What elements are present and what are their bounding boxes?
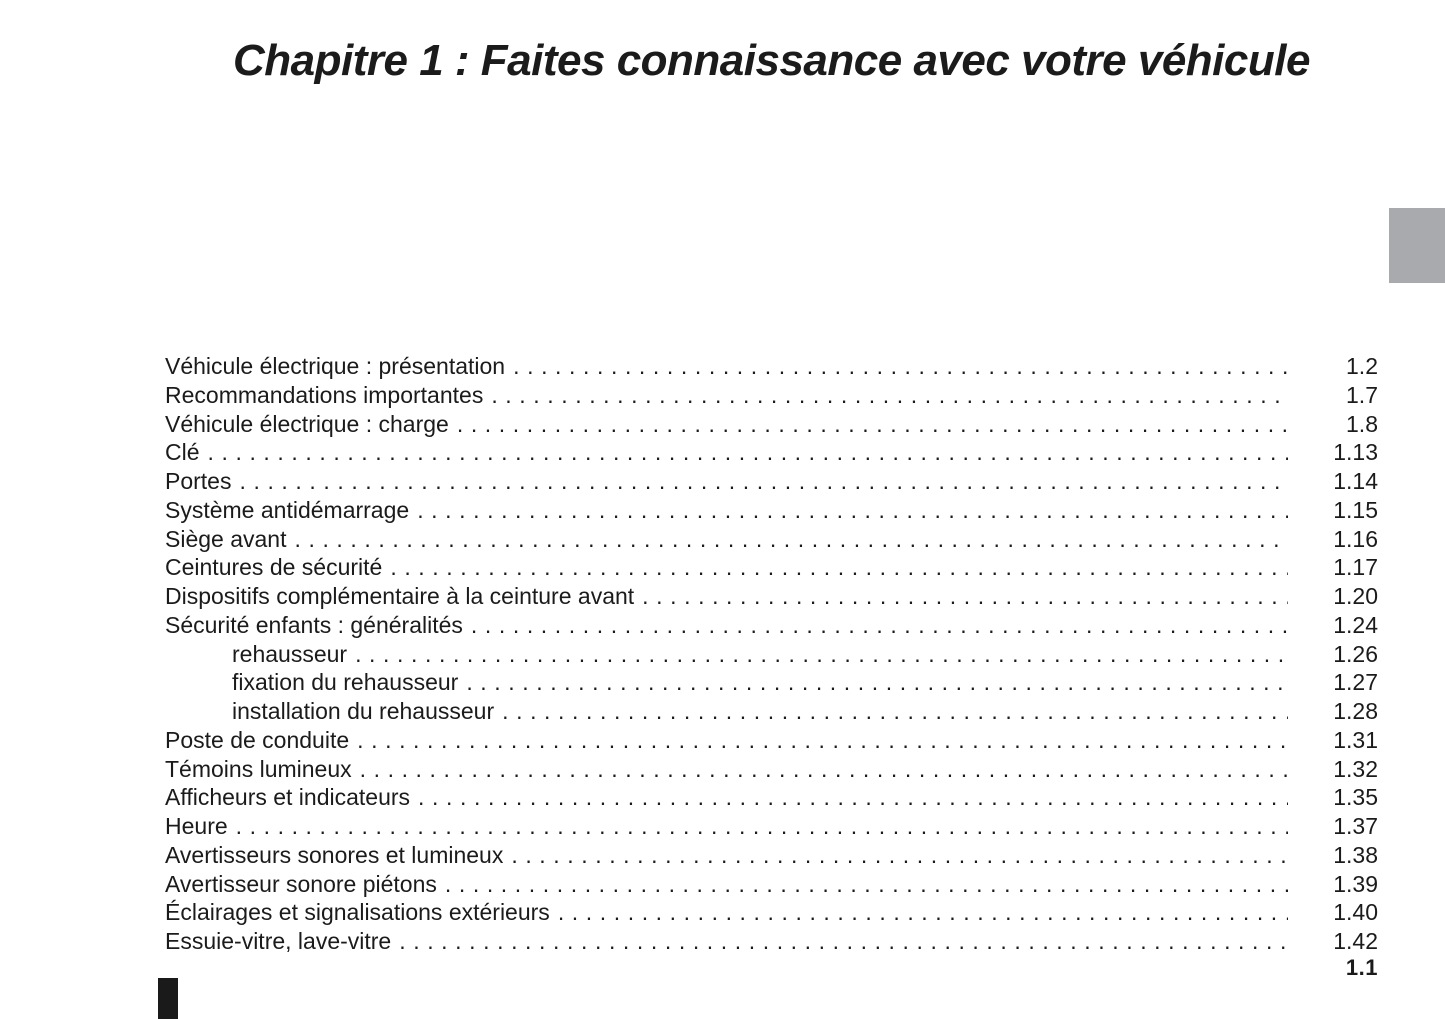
toc-entry-page: 1.7	[1346, 381, 1378, 408]
toc-entry-label: Heure	[165, 813, 228, 839]
toc-leader-dots	[391, 927, 1288, 956]
toc-leader-dots	[200, 438, 1288, 467]
toc-entry-page: 1.14	[1333, 468, 1378, 494]
toc-entry	[165, 812, 1378, 841]
toc-entry-label: Ceintures de sécurité	[165, 554, 383, 581]
toc-entry-label: Dispositifs complémentaire à la ceinture avant	[165, 583, 635, 609]
toc-entry	[165, 755, 1378, 784]
toc-entry	[165, 438, 1378, 467]
toc-leader-dots	[382, 553, 1288, 582]
toc-entry-page: 1.27	[1333, 669, 1378, 696]
toc-entry-label: Sécurité enfants : généralités	[165, 611, 463, 638]
toc-entry-label: Recommandations importantes	[165, 381, 484, 408]
toc-leader-dots	[483, 381, 1288, 410]
toc-entry-page: 1.16	[1333, 525, 1378, 552]
toc-entry	[165, 640, 1378, 669]
toc-entry	[165, 783, 1378, 812]
toc-list	[165, 352, 1378, 956]
toc-entry	[165, 410, 1378, 439]
toc-entry	[165, 870, 1378, 899]
toc-entry-label: fixation du rehausseur	[232, 669, 459, 696]
toc-entry	[165, 553, 1378, 582]
toc-entry-page: 1.13	[1333, 439, 1378, 466]
toc-entry-label: Système antidémarrage	[165, 496, 410, 523]
chapter-edge-marker	[158, 978, 178, 1019]
toc-entry-page: 1.24	[1333, 611, 1378, 638]
toc-entry	[165, 496, 1378, 525]
toc-leader-dots	[505, 352, 1288, 381]
toc-leader-dots	[231, 467, 1288, 496]
toc-leader-dots	[503, 841, 1288, 870]
toc-entry	[165, 352, 1378, 381]
toc-entry-label: Afficheurs et indicateurs	[165, 784, 411, 811]
toc-leader-dots	[550, 898, 1288, 927]
toc-entry	[165, 381, 1378, 410]
toc-entry	[165, 467, 1378, 496]
toc-entry-page: 1.2	[1346, 353, 1378, 379]
toc-entry-page: 1.17	[1333, 554, 1378, 581]
toc-leader-dots	[458, 668, 1288, 697]
toc-entry-page: 1.37	[1333, 813, 1378, 839]
toc-leader-dots	[286, 525, 1288, 554]
toc-entry	[165, 697, 1378, 726]
toc-leader-dots	[463, 611, 1288, 640]
toc-entry-page: 1.26	[1333, 640, 1378, 667]
toc-entry-label: Avertisseurs sonores et lumineux	[165, 841, 504, 868]
toc-entry	[165, 841, 1378, 870]
page-number-folio: 1.1	[1345, 955, 1378, 980]
toc-entry-label: Siège avant	[165, 525, 287, 552]
toc-entry-label: Essuie-vitre, lave-vitre	[165, 928, 392, 954]
toc-entry	[165, 525, 1378, 554]
toc-entry-label: Avertisseur sonore piétons	[165, 870, 437, 897]
toc-entry-page: 1.15	[1333, 496, 1378, 523]
toc-entry	[165, 726, 1378, 755]
toc-leader-dots	[409, 496, 1288, 525]
toc-entry-page: 1.28	[1333, 698, 1378, 724]
chapter-title: Chapitre 1 : Faites connaissance avec votre véhicule	[233, 36, 1310, 85]
toc-entry-label: Éclairages et signalisations extérieurs	[165, 899, 550, 926]
toc-entry-label: Véhicule électrique : charge	[165, 410, 449, 437]
toc-entry-label: Clé	[165, 439, 200, 466]
toc-entry-page: 1.8	[1346, 410, 1378, 437]
toc-entry-page: 1.39	[1333, 870, 1378, 897]
toc-entry	[165, 582, 1378, 611]
toc-leader-dots	[349, 726, 1288, 755]
toc-entry-label: Témoins lumineux	[165, 755, 352, 782]
toc-entry-label: installation du rehausseur	[232, 698, 495, 724]
toc-entry-page: 1.31	[1333, 726, 1378, 753]
toc-leader-dots	[449, 410, 1288, 439]
toc-leader-dots	[347, 640, 1288, 669]
toc-entry-page: 1.40	[1333, 899, 1378, 926]
toc-entry-label: Portes	[165, 468, 232, 494]
toc-leader-dots	[228, 812, 1288, 841]
toc-entry-page: 1.20	[1333, 583, 1378, 609]
toc-entry	[165, 927, 1378, 956]
toc-entry	[165, 668, 1378, 697]
toc-entry-label: Poste de conduite	[165, 726, 350, 753]
toc-leader-dots	[437, 870, 1288, 899]
toc-leader-dots	[494, 697, 1288, 726]
toc-entry-page: 1.42	[1333, 928, 1378, 954]
toc-entry-page: 1.38	[1333, 841, 1378, 868]
toc-entry-page: 1.35	[1333, 784, 1378, 811]
toc-leader-dots	[352, 755, 1288, 784]
toc-entry	[165, 611, 1378, 640]
toc-entry-label: Véhicule électrique : présentation	[165, 353, 506, 379]
toc-entry-label: rehausseur	[232, 640, 348, 667]
section-tab-marker	[1389, 208, 1445, 283]
toc-entry	[165, 898, 1378, 927]
toc-leader-dots	[410, 783, 1288, 812]
toc-entry-page: 1.32	[1333, 755, 1378, 782]
toc-leader-dots	[634, 582, 1288, 611]
